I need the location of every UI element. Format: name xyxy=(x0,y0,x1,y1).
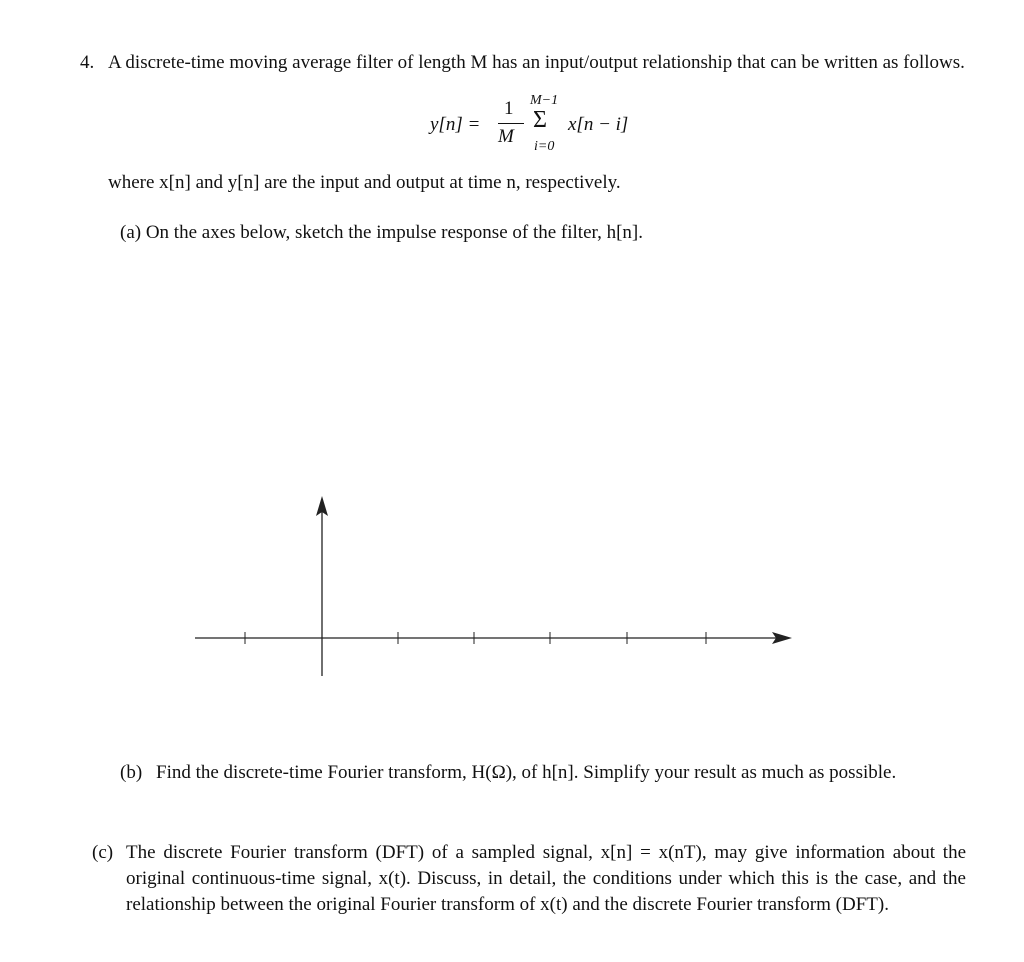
part-c-label: (c) xyxy=(92,842,114,863)
equation-fraction-denominator: M xyxy=(498,126,514,147)
part-b-text: Find the discrete-time Fourier transform, H(Ω), of h[n]. Simplify your result as much as possible. xyxy=(156,762,897,783)
question-number: 4. xyxy=(80,52,95,73)
equation-explanation: where x[n] and y[n] are the input and output at time n, respectively. xyxy=(108,172,621,193)
sum-lower-limit: i=0 xyxy=(534,139,555,154)
equation-rhs: x[n − i] xyxy=(568,114,629,135)
equation-fraction-numerator: 1 xyxy=(504,98,514,119)
part-c-text: The discrete Fourier transform (DFT) of a sampled signal, x[n] = x(nT), may give information about the original continuous-time signal, x(t). Discuss, in detail, the conditions under which this is the case, and the relationship between the original Fourier transform of x(t) and the discrete Fourier transform (DFT). xyxy=(126,842,966,915)
part-a-text: (a) On the axes below, sketch the impulse response of the filter, h[n]. xyxy=(120,222,643,243)
summation-icon: Σ xyxy=(533,107,547,133)
part-b-label: (b) xyxy=(120,762,143,783)
question-intro: A discrete-time moving average filter of length M has an input/output relationship that can be written as follows. xyxy=(108,52,965,73)
equation-lhs: y[n] = xyxy=(430,114,481,135)
sum-upper-limit: M−1 xyxy=(530,93,559,108)
